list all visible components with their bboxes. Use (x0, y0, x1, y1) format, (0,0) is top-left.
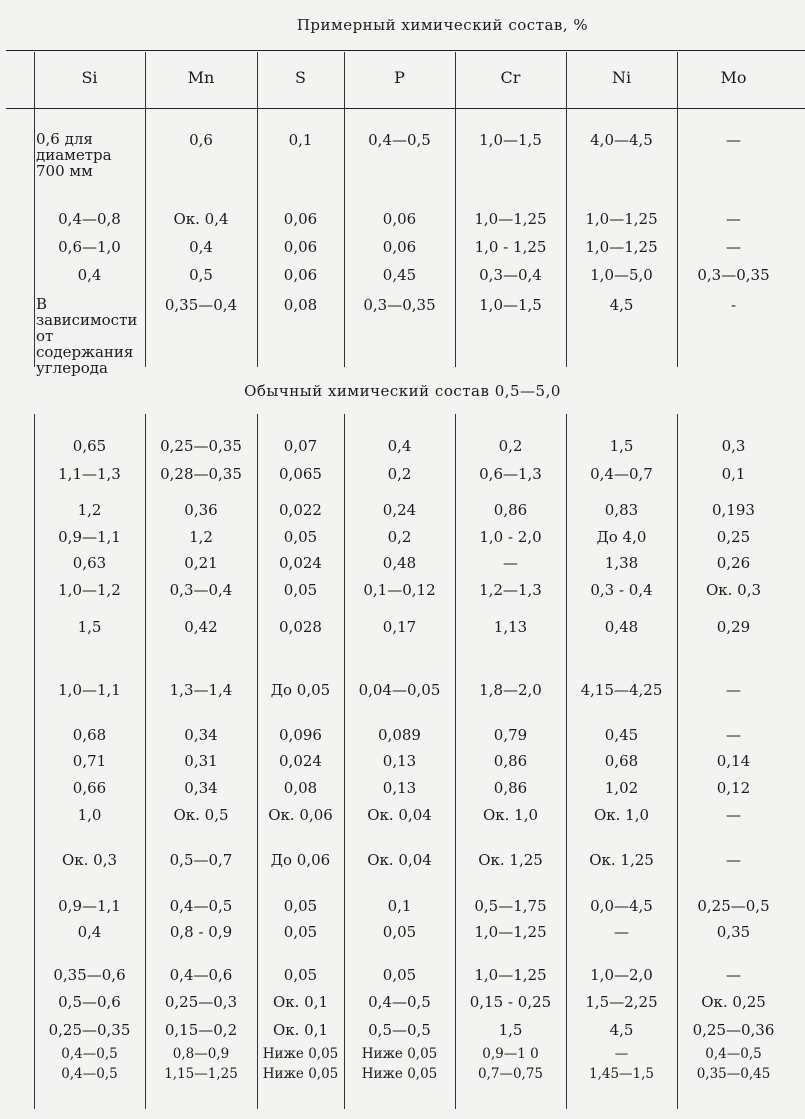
table-cell: Ок. 0,3 (61, 851, 118, 869)
table-cell: 0,022 (279, 501, 322, 519)
table-cell: — (614, 923, 629, 941)
table-cell: 0,024 (279, 554, 322, 572)
table-cell: 0,42 (184, 618, 218, 636)
table-cell: 0,4 (77, 923, 102, 941)
table-cell: 0,05 (382, 923, 417, 941)
table-cell: 0,65 (72, 437, 107, 455)
table-cell: 1,0 (77, 806, 102, 824)
table-cell: 0,4—0,8 (58, 210, 121, 228)
column-divider (677, 414, 678, 1109)
table-cell: 0,4—0,5 (61, 1066, 118, 1082)
table-cell: 0,13 (382, 752, 417, 770)
column-header: Cr (500, 68, 521, 87)
table-cell: — (726, 238, 741, 256)
table-cell: 0,48 (382, 554, 417, 572)
column-divider (344, 52, 345, 367)
table-cell: 0,05 (283, 966, 318, 984)
table-cell: 4,0—4,5 (590, 131, 653, 149)
table-cell: 0,05 (382, 966, 417, 984)
table-cell: 0,1 (288, 131, 313, 149)
column-divider (566, 52, 567, 367)
table-cell: До 0,06 (270, 851, 331, 869)
table-cell: 0,7—0,75 (477, 1066, 544, 1082)
column-header: Mo (720, 68, 747, 87)
column-divider (145, 414, 146, 1109)
table-cell: В зависимости от содержания углерода (36, 295, 138, 377)
table-cell: — (726, 806, 741, 824)
table-cell: 0,1 (721, 465, 746, 483)
table-cell: Ок. 0,06 (268, 806, 333, 824)
table-cell: 1,3—1,4 (169, 681, 233, 699)
table-cell: 1,15—1,25 (164, 1066, 238, 1082)
table-cell: 0,68 (72, 726, 107, 744)
table-cell: 0,79 (493, 726, 528, 744)
table-cell: 0,21 (184, 554, 218, 572)
table-cell: 0,05 (283, 897, 318, 915)
table-cell: 1,13 (493, 618, 528, 636)
table-cell: 0,0—4,5 (590, 897, 653, 915)
table-cell: 1,5 (77, 618, 102, 636)
table-cell: 0,35 (716, 923, 751, 941)
table-cell: 1,0 - 2,0 (479, 528, 542, 546)
table-cell: 0,4—0,7 (590, 465, 653, 483)
table-cell: До 0,05 (270, 681, 331, 699)
table-cell: 0,35—0,4 (164, 296, 238, 314)
table-cell: 0,9—1 0 (482, 1046, 539, 1062)
table-cell: 0,6 (189, 131, 213, 149)
table-cell: 0,2 (387, 465, 412, 483)
table-cell: 0,28—0,35 (160, 465, 242, 483)
table-cell: 0,9—1,1 (58, 528, 121, 546)
table-cell: 1,45—1,5 (588, 1066, 655, 1082)
table-cell: 1,5 (498, 1021, 523, 1039)
table-cell: - (730, 296, 737, 314)
table-cell: 0,5—0,7 (169, 851, 233, 869)
table-cell: 0,6 для диаметра 700 мм (36, 130, 112, 180)
table-cell: 0,31 (184, 752, 218, 770)
column-divider (455, 52, 456, 367)
table-cell: 0,4—0,5 (61, 1046, 118, 1062)
table-cell: 0,45 (382, 266, 417, 284)
table-cell: 0,05 (283, 528, 318, 546)
table-cell: 0,089 (378, 726, 421, 744)
table-cell: 0,4 (77, 266, 102, 284)
table-cell: 1,0 - 1,25 (474, 238, 547, 256)
table-cell: 0,024 (279, 752, 322, 770)
table-cell: 0,15 - 0,25 (469, 993, 552, 1011)
table-cell: Ниже 0,05 (361, 1066, 438, 1082)
column-header: Mn (187, 68, 215, 87)
table-cell: 0,2 (498, 437, 523, 455)
column-divider (34, 414, 35, 1109)
table-cell: 0,9—1,1 (58, 897, 121, 915)
table-cell: 0,08 (283, 296, 318, 314)
table-cell: 0,15—0,2 (164, 1021, 238, 1039)
table-cell: Ок. 0,1 (272, 1021, 329, 1039)
table-cell: 4,5 (609, 1021, 634, 1039)
table-cell: 0,5—0,5 (368, 1021, 431, 1039)
table-cell: 0,29 (716, 618, 751, 636)
table-cell: 0,1—0,12 (363, 581, 436, 599)
table-cell: 0,4 (387, 437, 412, 455)
column-header: S (295, 68, 306, 87)
table-cell: 0,24 (382, 501, 417, 519)
table-cell: 0,63 (72, 554, 107, 572)
table-cell: Ок. 1,25 (589, 851, 654, 869)
table-cell: 0,2 (387, 528, 412, 546)
table-cell: 0,1 (387, 897, 412, 915)
table-cell: 1,02 (604, 779, 639, 797)
table-cell: 0,06 (382, 238, 417, 256)
table-cell: Ниже 0,05 (262, 1046, 339, 1062)
table-cell: 0,34 (184, 726, 218, 744)
table-cell: 0,07 (283, 437, 318, 455)
column-header: Ni (611, 68, 632, 87)
table-cell: 0,26 (716, 554, 751, 572)
table-cell: 0,48 (604, 618, 639, 636)
table-cell: — (726, 966, 741, 984)
table-cell: 0,83 (604, 501, 639, 519)
table-cell: 0,25 (716, 528, 751, 546)
table-cell: 0,25—0,35 (48, 1021, 131, 1039)
table-cell: 0,193 (712, 501, 755, 519)
column-divider (677, 52, 678, 367)
table-cell: 1,0—1,25 (585, 238, 658, 256)
table-cell: 0,3—0,4 (479, 266, 542, 284)
table-cell: 0,3 (721, 437, 746, 455)
table-cell: 0,04—0,05 (358, 681, 441, 699)
table-cell: Ок. 0,25 (701, 993, 766, 1011)
table-cell: 0,4—0,5 (368, 131, 431, 149)
header-rule (6, 108, 805, 109)
table-cell: 0,25—0,5 (697, 897, 770, 915)
table-cell: 1,0—1,5 (479, 131, 542, 149)
top-rule (6, 50, 805, 51)
table-cell: 1,0—1,25 (474, 210, 547, 228)
table-cell: 0,13 (382, 779, 417, 797)
table-cell: 1,0—5,0 (590, 266, 653, 284)
table-cell: 0,8—0,9 (172, 1046, 230, 1062)
table-cell: 1,5 (609, 437, 634, 455)
table-cell: 4,5 (609, 296, 634, 314)
table-cell: 0,86 (493, 779, 528, 797)
table-cell: 0,06 (382, 210, 417, 228)
column-divider (257, 52, 258, 367)
table-cell: 0,4 (189, 238, 213, 256)
table-cell: 1,2 (189, 528, 213, 546)
table-cell: — (503, 554, 518, 572)
table-cell: Ок. 0,3 (705, 581, 762, 599)
table-cell: 0,25—0,3 (164, 993, 238, 1011)
table-cell: Ок. 0,4 (173, 210, 229, 228)
table-cell: — (726, 681, 741, 699)
table-cell: 0,08 (283, 779, 318, 797)
table-cell: 0,86 (493, 752, 528, 770)
table-cell: 0,065 (279, 465, 322, 483)
column-header: P (394, 68, 405, 87)
table-cell: — (726, 131, 741, 149)
table-cell: 0,25—0,36 (692, 1021, 775, 1039)
table-cell: — (614, 1046, 629, 1062)
table-cell: Ниже 0,05 (361, 1046, 438, 1062)
column-divider (344, 414, 345, 1109)
table-cell: 0,12 (716, 779, 751, 797)
table-cell: 1,0—1,2 (58, 581, 121, 599)
table-cell: 1,2 (77, 501, 102, 519)
table-cell: 0,3—0,4 (169, 581, 233, 599)
column-divider (566, 414, 567, 1109)
table-cell: 0,5—1,75 (474, 897, 547, 915)
table-cell: 0,71 (72, 752, 107, 770)
table-cell: 0,86 (493, 501, 528, 519)
table-cell: 1,0—1,25 (474, 923, 547, 941)
table-cell: 0,17 (382, 618, 417, 636)
table-cell: 0,6—1,0 (58, 238, 121, 256)
table-cell: 0,05 (283, 923, 318, 941)
section-title-typical: Обычный химический состав 0,5—5,0 (244, 382, 561, 400)
table-cell: 1,0—1,25 (585, 210, 658, 228)
table-cell: 4,15—4,25 (580, 681, 663, 699)
table-cell: 0,3—0,35 (697, 266, 770, 284)
table-cell: 1,0—1,25 (474, 966, 547, 984)
table-cell: 1,8—2,0 (479, 681, 542, 699)
table-cell: — (726, 726, 741, 744)
table-cell: Ниже 0,05 (262, 1066, 339, 1082)
column-divider (257, 414, 258, 1109)
column-header: Si (81, 68, 98, 87)
table-cell: Ок. 0,04 (367, 851, 432, 869)
table-cell: 0,36 (184, 501, 218, 519)
table-cell: 0,05 (283, 581, 318, 599)
table-cell: 0,096 (279, 726, 322, 744)
table-cell: Ок. 1,25 (478, 851, 543, 869)
table-cell: 0,14 (716, 752, 751, 770)
table-cell: Ок. 0,1 (272, 993, 329, 1011)
table-cell: 0,35—0,45 (696, 1066, 771, 1082)
column-divider (145, 52, 146, 367)
table-cell: 0,3 - 0,4 (590, 581, 653, 599)
table-cell: 1,2—1,3 (479, 581, 542, 599)
column-divider (455, 414, 456, 1109)
table-cell: 0,4—0,5 (169, 897, 233, 915)
table-cell: — (726, 210, 741, 228)
table-cell: 0,6—1,3 (479, 465, 542, 483)
table-title-approximate: Примерный химический состав, % (296, 16, 589, 34)
table-cell: 0,5—0,6 (58, 993, 121, 1011)
table-cell: 0,06 (283, 210, 318, 228)
table-cell: Ок. 1,0 (593, 806, 650, 824)
table-cell: 1,0—2,0 (590, 966, 653, 984)
column-divider (34, 52, 35, 367)
table-cell: 0,35—0,6 (53, 966, 126, 984)
table-cell: 1,0—1,1 (58, 681, 121, 699)
table-cell: Ок. 0,5 (173, 806, 229, 824)
table-cell: 0,45 (604, 726, 639, 744)
table-cell: 0,68 (604, 752, 639, 770)
table-cell: 0,028 (279, 618, 322, 636)
table-cell: — (726, 851, 741, 869)
table-cell: 0,3—0,35 (363, 296, 436, 314)
table-cell: 1,1—1,3 (58, 465, 121, 483)
table-cell: До 4,0 (596, 528, 647, 546)
table-cell: Ок. 0,04 (367, 806, 432, 824)
table-cell: 1,5—2,25 (585, 993, 658, 1011)
table-cell: 1,0—1,5 (479, 296, 542, 314)
table-cell: 0,06 (283, 238, 318, 256)
table-cell: 0,34 (184, 779, 218, 797)
table-cell: 1,38 (604, 554, 639, 572)
table-cell: 0,4—0,5 (705, 1046, 762, 1062)
table-cell: 0,4—0,5 (368, 993, 431, 1011)
table-cell: Ок. 1,0 (482, 806, 539, 824)
table-cell: 0,06 (283, 266, 318, 284)
table-cell: 0,25—0,35 (160, 437, 242, 455)
table-cell: 0,5 (189, 266, 213, 284)
table-cell: 0,8 - 0,9 (169, 923, 233, 941)
table-cell: 0,4—0,6 (169, 966, 233, 984)
table-cell: 0,66 (72, 779, 107, 797)
